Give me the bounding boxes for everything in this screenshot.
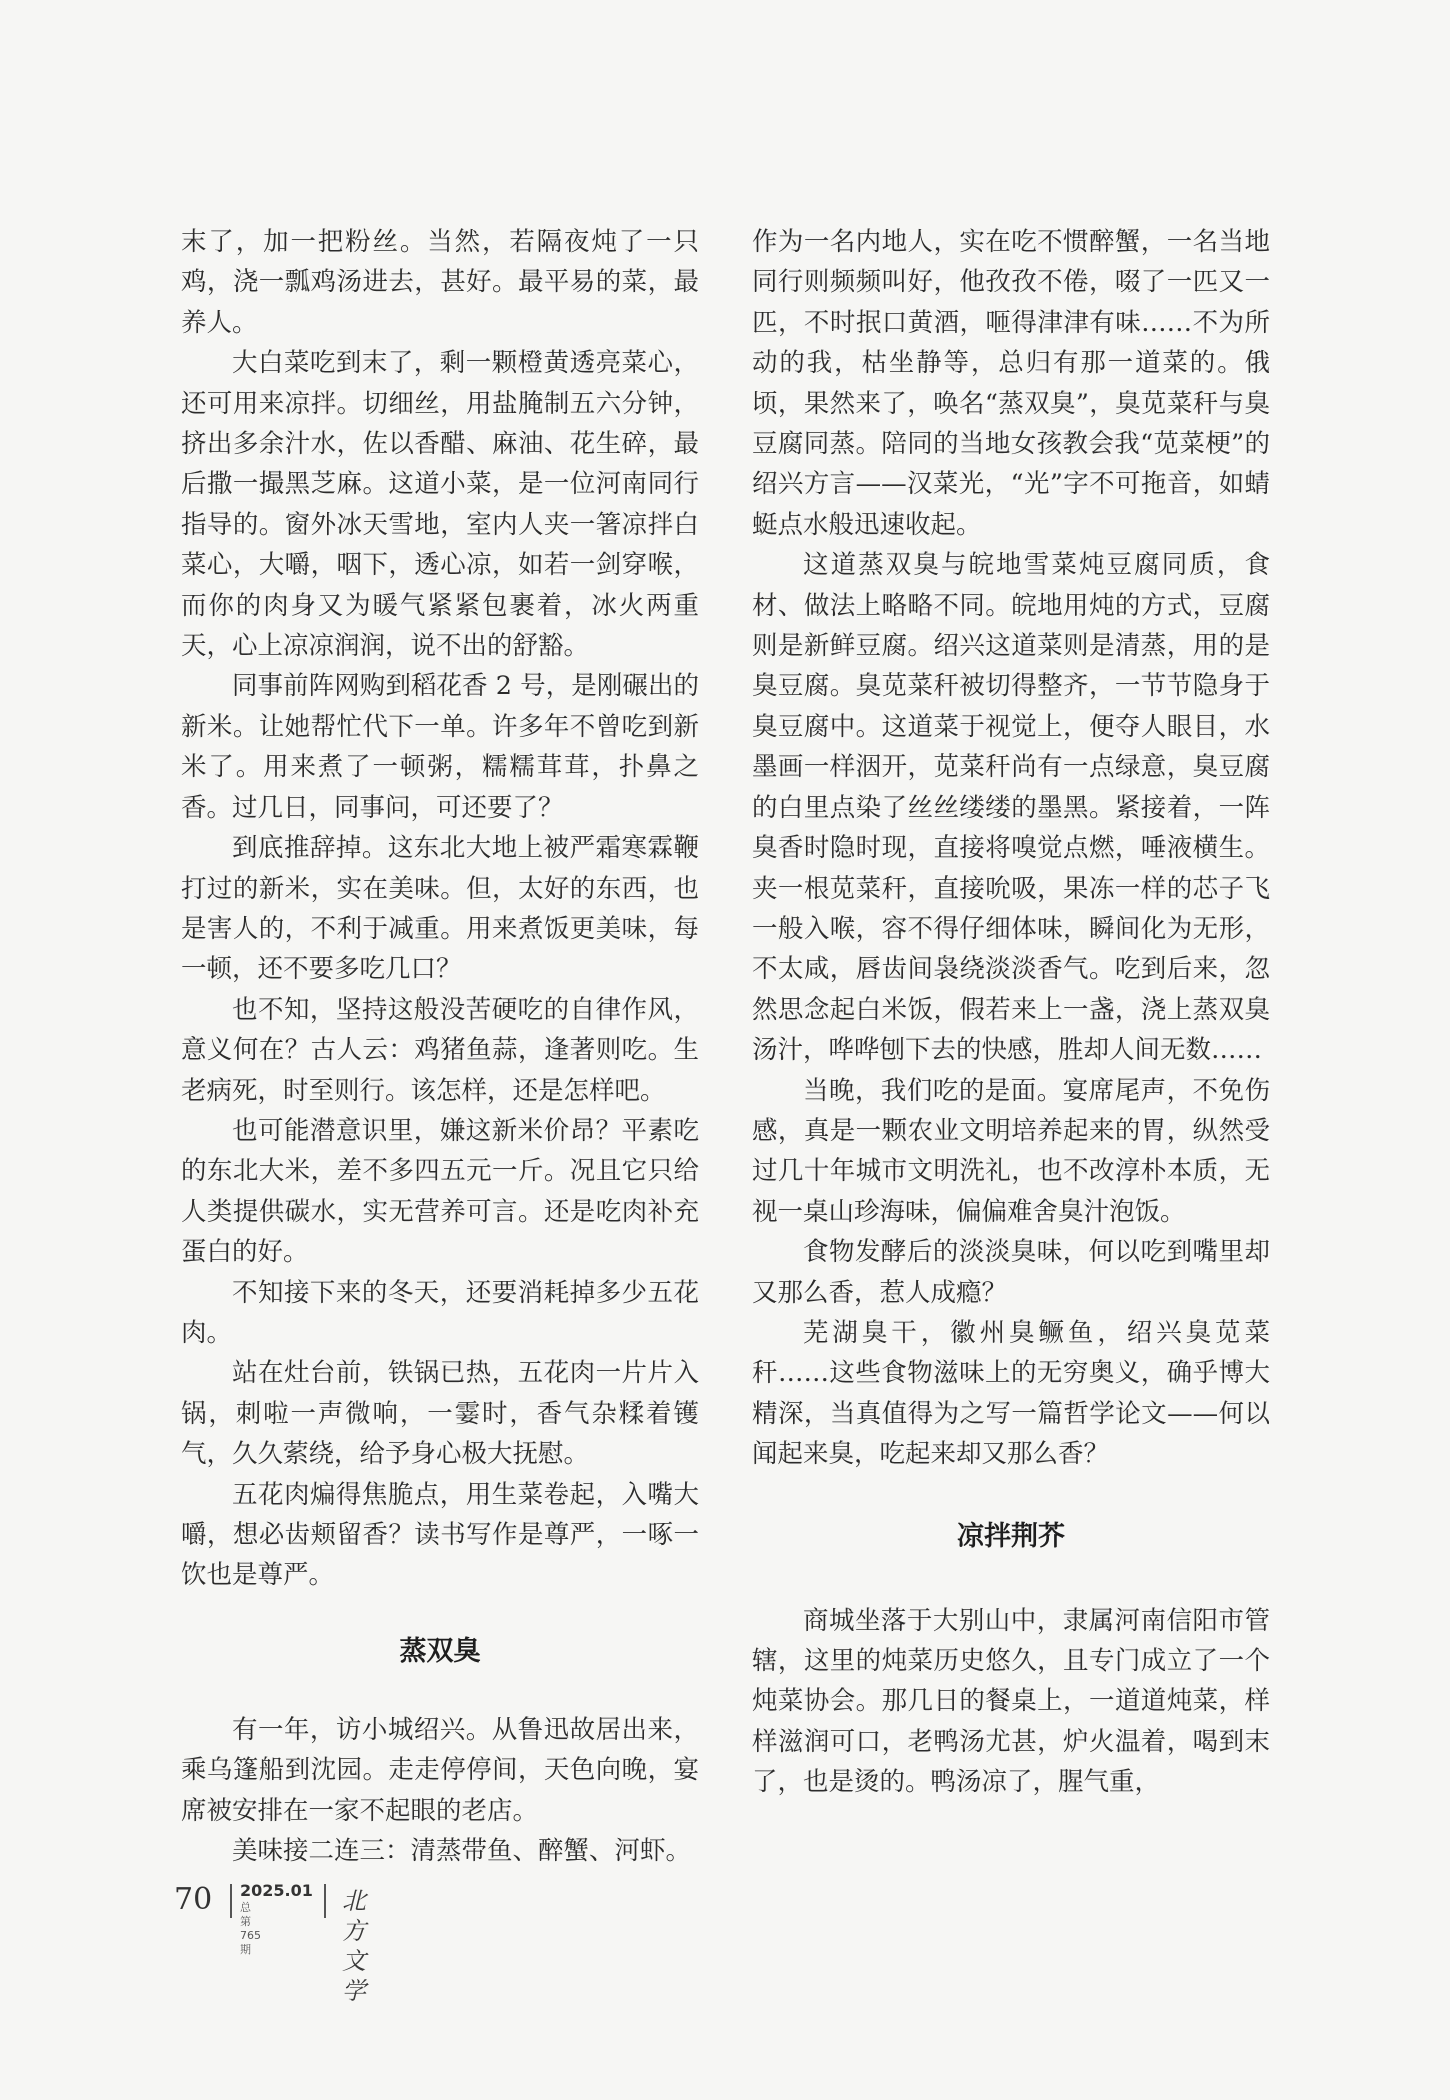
section-title: 凉拌荆芥	[957, 1520, 1065, 1552]
paragraph: 有一年，访小城绍兴。从鲁迅故居出来，乘乌篷船到沈园。走走停停间，天色向晚，宴席被安排在一家不起眼的老店。	[181, 1714, 699, 1826]
paragraph: 这道蒸双臭与皖地雪菜炖豆腐同质，食材、做法上略略不同。皖地用炖的方式，豆腐则是新鲜豆腐。绍兴这道菜则是清蒸，用的是臭豆腐。臭苋菜秆被切得整齐，一节节隐身于臭豆腐中。这道菜于视觉上，便夺人眼目，水墨画一样洇开，苋菜秆尚有一点绿意，臭豆腐的白里点染了丝丝缕缕的墨黑。紧接着，一阵臭香时隐时现，直接将嗅觉点燃，唾液横生。夹一根苋菜秆，直接吮吸，果冻一样的芯子飞一般入喉，容不得仔细体味，瞬间化为无形，不太咸，唇齿间袅绕淡淡香气。吃到后来，忽然思念起白米饭，假若来上一盏，浇上蒸双臭汤汁，哗哗刨下去的快感，胜却人间无数……	[752, 550, 1270, 1066]
paragraph: 当晚，我们吃的是面。宴席尾声，不免伤感，真是一颗农业文明培养起来的胃，纵然受过几十年城市文明洗礼，也不改淳朴本质，无视一桌山珍海味，偏偏难舍臭汁泡饭。	[752, 1075, 1270, 1227]
paragraph: 也不知，坚持这般没苦硬吃的自律作风，意义何在？古人云：鸡猪鱼蒜，逢著则吃。生老病死，时至则行。该怎样，还是怎样吧。	[181, 994, 699, 1106]
section-title: 蒸双臭	[399, 1635, 481, 1667]
left-column	[181, 222, 699, 1871]
paragraph: 商城坐落于大别山中，隶属河南信阳市管辖，这里的炖菜历史悠久，且专门成立了一个炖菜协会。那几日的餐桌上，一道道炖菜，样样滋润可口，老鸭汤尤甚，炉火温着，喝到末了，也是烫的。鸭汤凉了，腥气重，	[752, 1605, 1270, 1798]
paragraph: 到底推辞掉。这东北大地上被严霜寒霖鞭打过的新米，实在美味。但，太好的东西，也是害人的，不利于减重。用来煮饭更美味，每一顿，还不要多吃几口？	[181, 833, 699, 985]
magazine-logo: 北方文学	[342, 1887, 366, 2005]
paragraph: 站在灶台前，铁锅已热，五花肉一片片入锅，刺啦一声微响，一霎时，香气杂糅着镬气，久久萦绕，给予身心极大抚慰。	[181, 1358, 699, 1470]
right-column	[752, 222, 1270, 1803]
paragraph: 美味接二连三：清蒸带鱼、醉蟹、河虾。	[232, 1836, 692, 1867]
issue-total: 总第765期	[240, 1901, 261, 1956]
paragraph: 食物发酵后的淡淡臭味，何以吃到嘴里却又那么香，惹人成瘾？	[752, 1237, 1270, 1308]
paragraph: 五花肉煸得焦脆点，用生菜卷起，入嘴大嚼，想必齿颊留香？读书写作是尊严，一啄一饮也是尊严。	[181, 1479, 699, 1591]
footer-divider	[230, 1884, 232, 1918]
page-number: 70	[174, 1882, 213, 1917]
paragraph: 也可能潜意识里，嫌这新米价昂？平素吃的东北大米，差不多四五元一斤。况且它只给人类提供碳水，实无营养可言。还是吃肉补充蛋白的好。	[181, 1115, 699, 1268]
paragraph: 作为一名内地人，实在吃不惯醉蟹，一名当地同行则频频叫好，他孜孜不倦，啜了一匹又一匹，不时抿口黄酒，咂得津津有味……不为所动的我，枯坐静等，总归有那一道菜的。俄顷，果然来了，唤名“蒸双臭”，臭苋菜秆与臭豆腐同蒸。陪同的当地女孩教会我“苋菜梗”的绍兴方言——汉菜光，“光”字不可拖音，如蜻蜓点水般迅速收起。	[752, 227, 1270, 540]
paragraph: 大白菜吃到末了，剩一颗橙黄透亮菜心，还可用来凉拌。切细丝，用盐腌制五六分钟，挤出多余汁水，佐以香醋、麻油、花生碎，最后撒一撮黑芝麻。这道小菜，是一位河南同行指导的。窗外冰天雪地，室内人夹一箸凉拌白菜心，大嚼，咽下，透心凉，如若一剑穿喉，而你的肉身又为暖气紧紧包裹着，冰火两重天，心上凉凉润润，说不出的舒豁。	[181, 348, 699, 662]
paragraph: 同事前阵网购到稻花香 2 号，是刚碾出的新米。让她帮忙代下一单。许多年不曾吃到新米了。用来煮了一顿粥，糯糯茸茸，扑鼻之香。过几日，同事问，可还要了？	[181, 671, 699, 823]
paragraph: 芜湖臭干，徽州臭鳜鱼，绍兴臭苋菜秆……这些食物滋味上的无穷奥义，确乎博大精深，当真值得为之写一篇哲学论文——何以闻起来臭，吃起来却又那么香？	[752, 1317, 1270, 1470]
paragraph: 末了，加一把粉丝。当然，若隔夜炖了一只鸡，浇一瓢鸡汤进去，甚好。最平易的菜，最养人。	[181, 227, 699, 338]
paragraph: 不知接下来的冬天，还要消耗掉多少五花肉。	[181, 1277, 699, 1348]
footer-divider	[324, 1884, 326, 1918]
issue-date: 2025.01	[240, 1881, 313, 1900]
